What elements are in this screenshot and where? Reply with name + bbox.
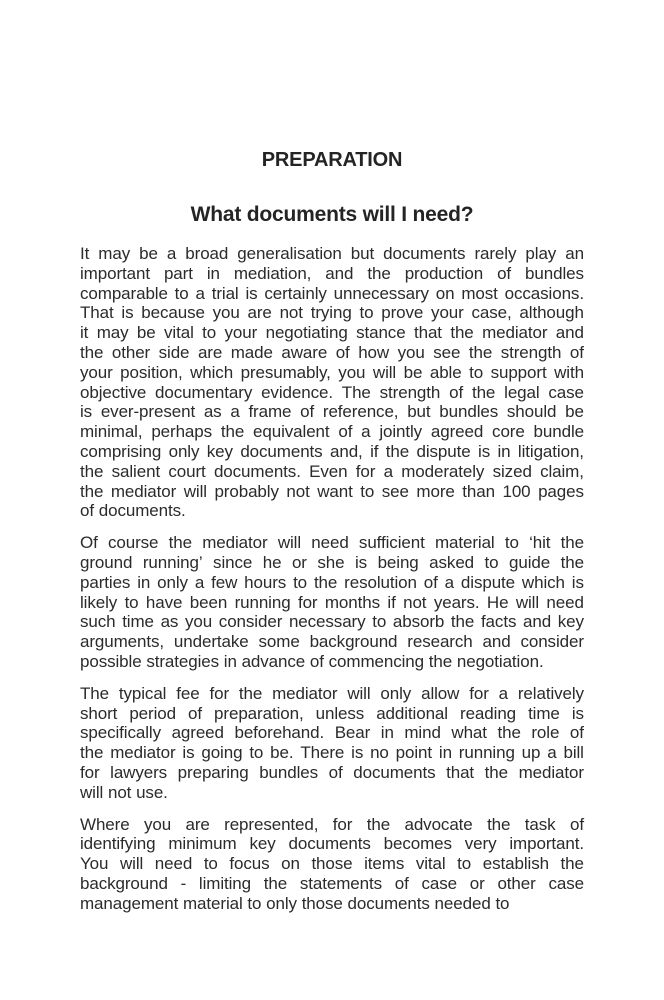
- text-line: minimal, perhaps the equivalent of a jointly agreed core bundle: [80, 422, 584, 442]
- text-line: That is because you are not trying to prove your case, although: [80, 303, 584, 323]
- text-line: It may be a broad generalisation but documents rarely play an: [80, 244, 584, 263]
- text-line: the mediator will probably not want to see more than 100 pages: [80, 481, 584, 501]
- text-line: will not use.: [80, 782, 168, 802]
- paragraph: [80, 244, 584, 521]
- text-line: the mediator is going to be. There is no point in running up a bill: [80, 743, 584, 763]
- text-line: Where you are represented, for the advocate the task of: [80, 814, 584, 834]
- text-line: your position, which presumably, you will be able to support with: [80, 362, 584, 382]
- chapter-title: PREPARATION: [261, 149, 403, 171]
- paragraph: [80, 533, 584, 672]
- text-line: comprising only key documents and, if the dispute is in litigation,: [80, 441, 584, 461]
- text-line: important part in mediation, and the production of bundles: [80, 263, 584, 283]
- text-line: objective documentary evidence. The strength of the legal case: [80, 382, 584, 402]
- text-line: specifically agreed beforehand. Bear in mind what the role of: [80, 723, 584, 743]
- text-line: of documents.: [80, 501, 186, 521]
- text-line: possible strategies in advance of commencing the negotiation.: [80, 651, 544, 671]
- text-line: short period of preparation, unless additional reading time is: [80, 703, 584, 723]
- paragraph: [80, 684, 584, 803]
- text-line: for lawyers preparing bundles of documents that the mediator: [80, 762, 584, 782]
- text-line: identifying minimum key documents becomes very important.: [80, 834, 584, 854]
- text-line: such time as you consider necessary to absorb the facts and key: [80, 612, 584, 632]
- text-line: likely to have been running for months if not years. He will need: [80, 592, 584, 612]
- page-content: [80, 148, 584, 914]
- text-line: Of course the mediator will need sufficient material to ‘hit the: [80, 533, 584, 553]
- text-line: The typical fee for the mediator will only allow for a relatively: [80, 683, 584, 703]
- text-line: the other side are made aware of how you see the strength of: [80, 342, 584, 362]
- text-line: it may be vital to your negotiating stance that the mediator and: [80, 323, 584, 343]
- text-line: You will need to focus on those items vital to establish the: [80, 854, 584, 874]
- text-line: comparable to a trial is certainly unnecessary on most occasions.: [80, 283, 584, 303]
- text-line: the salient court documents. Even for a moderately sized claim,: [80, 461, 584, 481]
- paragraph: [80, 815, 584, 914]
- text-line: arguments, undertake some background research and consider: [80, 632, 584, 652]
- text-line: background - limiting the statements of case or other case: [80, 873, 584, 893]
- text-line: is ever-present as a frame of reference, but bundles should be: [80, 402, 584, 422]
- text-line: parties in only a few hours to the resolution of a dispute which is: [80, 572, 584, 592]
- article-body: [80, 244, 584, 914]
- text-line: management material to only those documents needed to: [80, 893, 510, 913]
- section-heading: What documents will I need?: [190, 203, 474, 226]
- text-line: ground running’ since he or she is being asked to guide the: [80, 552, 584, 572]
